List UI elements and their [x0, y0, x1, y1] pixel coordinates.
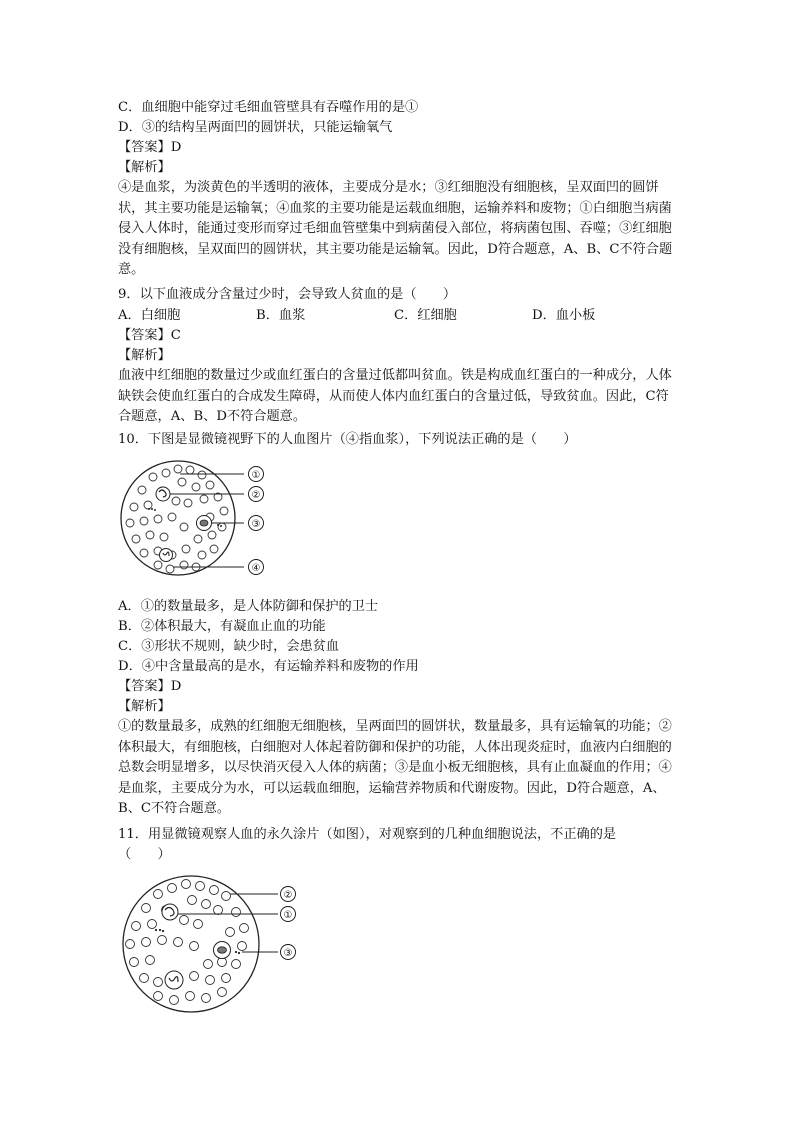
q10-label-2: ②: [251, 490, 261, 501]
q10-analysis-label: 【解析】: [118, 699, 171, 714]
q9-option-a: A．白细胞: [118, 308, 181, 323]
q11-blood-smear-figure: [118, 872, 308, 1017]
q8-option-c: C．血细胞中能穿过毛细血管壁具有吞噬作用的是①: [118, 100, 419, 115]
q8-analysis-label: 【解析】: [118, 160, 171, 175]
q11-red-blood-cells: [126, 880, 249, 1005]
q11-label-1: ①: [283, 910, 293, 921]
q10-label-3: ③: [251, 519, 261, 530]
q10-labels: [249, 467, 264, 575]
q10-white-blood-cells: [156, 487, 212, 562]
q10-label-1: ①: [251, 470, 261, 481]
q11-stem-line1: 11．用显微镜观察人血的永久涂片（如图），对观察到的几种血细胞说法，不正确的是: [118, 827, 617, 842]
q10-blood-smear-figure: [118, 455, 278, 585]
q10-label-4: ④: [251, 563, 261, 574]
q9-option-d: D．血小板: [532, 308, 596, 323]
q8-option-d: D．③的结构呈两面凹的圆饼状，只能运输氧气: [118, 120, 393, 135]
q10-field-of-view: [121, 461, 235, 575]
q10-stem: 10．下图是显微镜视野下的人血图片（④指血浆），下列说法正确的是（ ）: [118, 432, 577, 447]
q9-analysis: 血液中红细胞的数量过少或血红蛋白的含量过低都叫贫血。铁是构成血红蛋白的一种成分，人体缺铁会使血红蛋白的合成发生障碍，从而使人体内血红蛋白的含量过低，导致贫血。因此，C符合题意，A、B、D不符合题意。: [118, 368, 672, 424]
q9-analysis-label: 【解析】: [118, 348, 171, 363]
q10-analysis: ①的数量最多，成熟的红细胞无细胞核，呈两面凹的圆饼状，数量最多，具有运输氧的功能；②体积最大，有细胞核，白细胞对人体起着防御和保护的功能，人体出现炎症时，血液内白细胞的总数会明显增多，以尽快消灭侵入人体的病菌；③是血小板无细胞核，具有止血凝血的作用；④是血浆，主要成分为水，可以运载血细胞，运输营养物质和代谢废物。因此，D符合题意，A、B、C不符合题意。: [118, 719, 672, 816]
q10-answer: 【答案】D: [118, 679, 182, 694]
q11-white-blood-cells: [162, 904, 231, 989]
q8-analysis: ④是血浆，为淡黄色的半透明的液体，主要成分是水；③红细胞没有细胞核，呈双面凹的圆饼状，其主要功能是运输氧；④血浆的主要功能是运载血细胞，运输养料和废物；①白细胞当病菌侵入人体时，能通过变形而穿过毛细血管壁集中到病菌侵入部位，将病菌包围、吞噬；③红细胞没有细胞核，呈双面凹的圆饼状，其主要功能是运输氧。因此，D符合题意，A、B、C不符合题意。: [118, 180, 673, 277]
q11-label-2: ②: [283, 890, 293, 901]
q10-option-c: C．③形状不规则，缺少时，会患贫血: [118, 639, 340, 654]
q9-option-c: C．红细胞: [394, 308, 457, 323]
q11-labels: [281, 887, 296, 960]
q9-options: [118, 306, 678, 326]
q9-option-b: B．血浆: [256, 308, 306, 323]
q9-answer: 【答案】C: [118, 328, 181, 343]
q8-answer: 【答案】D: [118, 140, 182, 155]
q10-red-blood-cells: [126, 465, 228, 573]
q10-option-d: D．④中含量最高的是水，有运输养料和废物的作用: [118, 659, 419, 674]
q9-stem: 9．以下血液成分含量过少时，会导致人贫血的是（ ）: [118, 287, 457, 302]
q10-option-b: B．②体积最大，有凝血止血的功能: [118, 619, 326, 634]
q11-label-3: ③: [283, 948, 293, 959]
q11-stem-line2: （ ）: [118, 847, 171, 862]
q10-option-a: A．①的数量最多，是人体防御和保护的卫士: [118, 599, 379, 614]
